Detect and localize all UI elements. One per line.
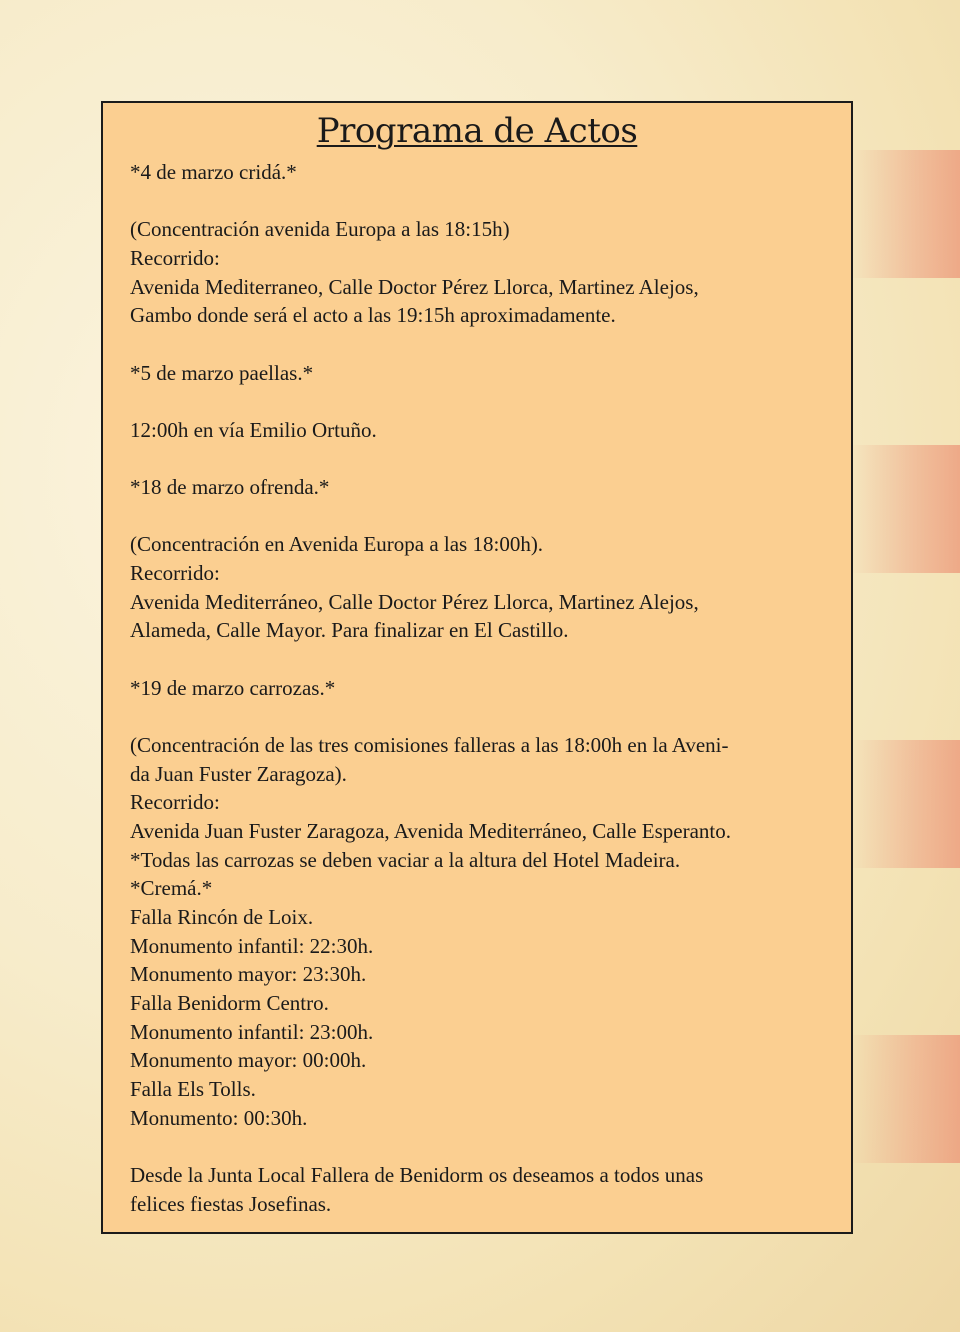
text-line: *19 de marzo carrozas.* [130, 675, 336, 700]
text-line: (Concentración en Avenida Europa a las 18:00h). [130, 532, 544, 557]
text-line [130, 1132, 830, 1161]
text-line: *18 de marzo ofrenda.* [130, 475, 330, 500]
background-stripe [850, 1035, 960, 1163]
text-line: Recorrido: [130, 790, 220, 815]
text-line [130, 387, 830, 416]
text-line: Desde la Junta Local Fallera de Benidorm os deseamos a todos unas [130, 1162, 704, 1187]
text-line: Falla Els Tolls. [130, 1076, 256, 1101]
background-stripe [850, 740, 960, 868]
background-stripe [850, 150, 960, 278]
text-line: *5 de marzo paellas.* [130, 360, 314, 385]
text-line: Gambo donde será el acto a las 19:15h aproximadamente. [130, 303, 616, 328]
text-line [130, 645, 830, 674]
text-line: *Todas las carrozas se deben vaciar a la altura del Hotel Madeira. [130, 847, 681, 872]
text-line: Monumento infantil: 23:00h. [130, 1019, 374, 1044]
text-line: Recorrido: [130, 561, 220, 586]
text-line: Avenida Mediterraneo, Calle Doctor Pérez Llorca, Martinez Alejos, [130, 274, 699, 299]
text-line: Monumento infantil: 22:30h. [130, 933, 374, 958]
text-line: 12:00h en vía Emilio Ortuño. [130, 417, 377, 442]
text-line: *4 de marzo cridá.* [130, 160, 297, 184]
text-line: *Cremá.* [130, 876, 213, 901]
page-title: Programa de Actos [316, 111, 638, 151]
text-line: Falla Benidorm Centro. [130, 990, 329, 1015]
text-line: Alameda, Calle Mayor. Para finalizar en El Castillo. [130, 618, 569, 643]
text-line [130, 502, 830, 531]
program-panel [101, 101, 853, 1234]
text-line: Avenida Mediterráneo, Calle Doctor Pérez Llorca, Martinez Alejos, [130, 589, 699, 614]
text-line [130, 445, 830, 474]
text-line [130, 702, 830, 731]
text-line: da Juan Fuster Zaragoza). [130, 761, 347, 786]
text-line: (Concentración de las tres comisiones falleras a las 18:00h en la Aveni- [130, 733, 729, 758]
text-line: Monumento: 00:30h. [130, 1105, 308, 1130]
text-line: Monumento mayor: 00:00h. [130, 1048, 367, 1073]
text-line [130, 330, 830, 359]
text-line: Falla Rincón de Loix. [130, 904, 314, 929]
background-stripe [850, 445, 960, 573]
text-line: Avenida Juan Fuster Zaragoza, Avenida Mediterráneo, Calle Esperanto. [130, 818, 732, 843]
text-line: felices fiestas Josefinas. [130, 1191, 332, 1216]
program-text [130, 158, 830, 1218]
text-line: (Concentración avenida Europa a las 18:15h) [130, 217, 510, 242]
text-line: Monumento mayor: 23:30h. [130, 962, 367, 987]
text-line: Recorrido: [130, 245, 220, 270]
text-line [130, 187, 830, 216]
